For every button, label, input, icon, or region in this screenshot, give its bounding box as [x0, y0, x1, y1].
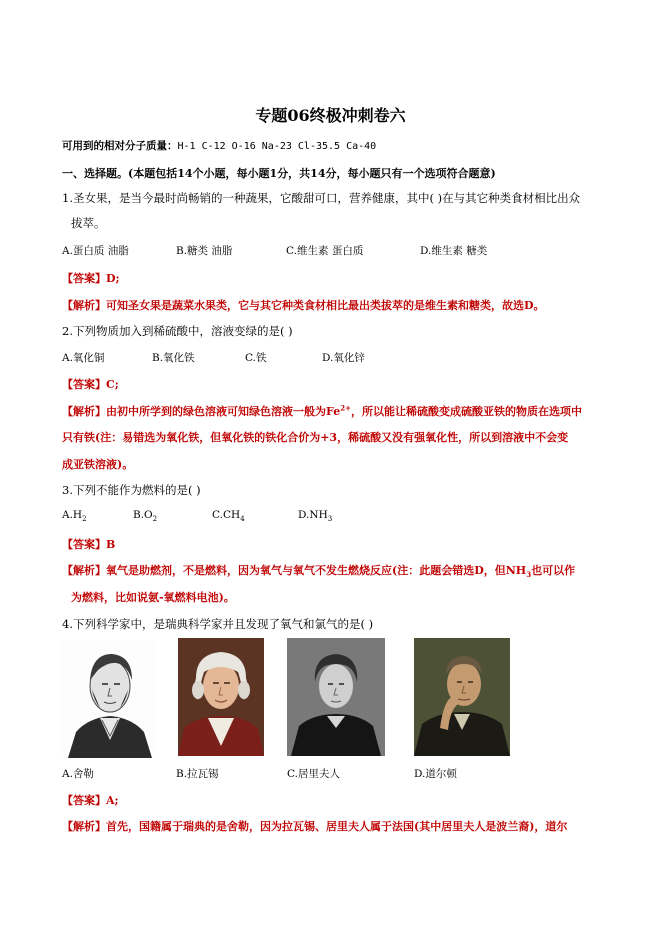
q2-analysis-pre: 【解析】由初中所学到的绿色溶液可知绿色溶液一般为: [62, 405, 326, 418]
q1-stem-line2: 拔萃。: [71, 216, 106, 230]
q1-option-b: B.糖类 油脂: [176, 245, 233, 257]
q1-option-d: D.维生素 糖类: [420, 245, 488, 257]
q2-option-c: C.铁: [245, 352, 267, 364]
q2-analysis-ion: Fe: [326, 405, 341, 418]
q2-option-d: D.氧化锌: [322, 352, 365, 364]
q1-answer: 【答案】D;: [62, 272, 120, 285]
q3-stem: 3.下列不能作为燃料的是( ): [62, 483, 201, 497]
q3-option-a: $A.H_2$: [62, 509, 87, 524]
q2-option-b: B.氧化铁: [152, 352, 195, 364]
q2-analysis-charge: 2+: [340, 403, 351, 413]
q4-stem: 4.下列科学家中，是瑞典科学家并且发现了氧气和氯气的是( ): [62, 617, 374, 631]
q3-analysis-line1: 【解析】氧气是助燃剂，不是燃料，因为氧气与氧气不发生燃烧反应(注：此题会错选D，但$NH_3$也可以作: [62, 564, 576, 580]
q3-answer: 【答案】B: [62, 538, 116, 551]
portrait-scheele: [62, 640, 158, 758]
q4-analysis: 【解析】首先，国籍属于瑞典的是舍勒，因为拉瓦锡、居里夫人属于法国(其中居里夫人是波兰裔)，道尔: [62, 820, 568, 833]
section-heading: 一、选择题。(本题包括14个小题，每小题1分，共14分，每小题只有一个选项符合题意): [62, 167, 496, 180]
q3-analysis-line2: 为燃料，比如说氨-氧燃料电池)。: [71, 591, 235, 604]
portrait-dalton: [414, 638, 510, 756]
q2-option-a: A.氧化铜: [62, 352, 105, 364]
q1-analysis: 【解析】可知圣女果是蔬菜水果类，它与其它种类食材相比最出类拔萃的是维生素和糖类，故选D。: [62, 299, 545, 312]
q3-option-c: $C.CH_4$: [212, 509, 245, 524]
q3-option-b: $B.O_2$: [133, 509, 158, 524]
q4-option-a: A.舍勒: [62, 768, 94, 780]
q1-option-a: A.蛋白质 油脂: [62, 245, 129, 257]
relative-mass-values: H-1 C-12 O-16 Na-23 Cl-35.5 Ca-40: [177, 141, 377, 152]
portrait-curie: [287, 638, 385, 756]
q4-option-d: D.道尔顿: [414, 768, 457, 780]
q2-analysis-line1: [62, 403, 582, 419]
q2-answer: 【答案】C;: [62, 378, 119, 391]
q1-stem-line1: 1.圣女果，是当今最时尚畅销的一种蔬果，它酸甜可口，营养健康，其中( )在与其它种类食材相比出众: [62, 191, 581, 205]
portrait-lavoisier: [178, 638, 264, 756]
q1-option-c: C.维生素 蛋白质: [286, 245, 364, 257]
q2-analysis-post: ，所以能让稀硫酸变成硫酸亚铁的物质在选项中: [350, 405, 582, 418]
q2-analysis-line2: 只有铁(注：易错选为氧化铁，但氧化铁的铁化合价为+3，稀硫酸又没有强氧化性，所以到溶液中不会变: [62, 431, 569, 444]
relative-mass-label: 可用到的相对分子质量：: [62, 140, 178, 152]
q4-answer: 【答案】A;: [62, 794, 119, 807]
q3-option-d: $D.NH_3$: [298, 509, 333, 524]
q2-stem: 2.下列物质加入到稀硫酸中，溶液变绿的是( ): [62, 324, 293, 338]
q2-analysis-line3: 成亚铁溶液)。: [62, 458, 134, 471]
relative-mass-line: [62, 138, 376, 153]
q4-option-c: C.居里夫人: [287, 768, 340, 780]
q4-option-b: B.拉瓦锡: [176, 768, 219, 780]
page-title: 专题06终极冲刺卷六: [255, 106, 406, 125]
